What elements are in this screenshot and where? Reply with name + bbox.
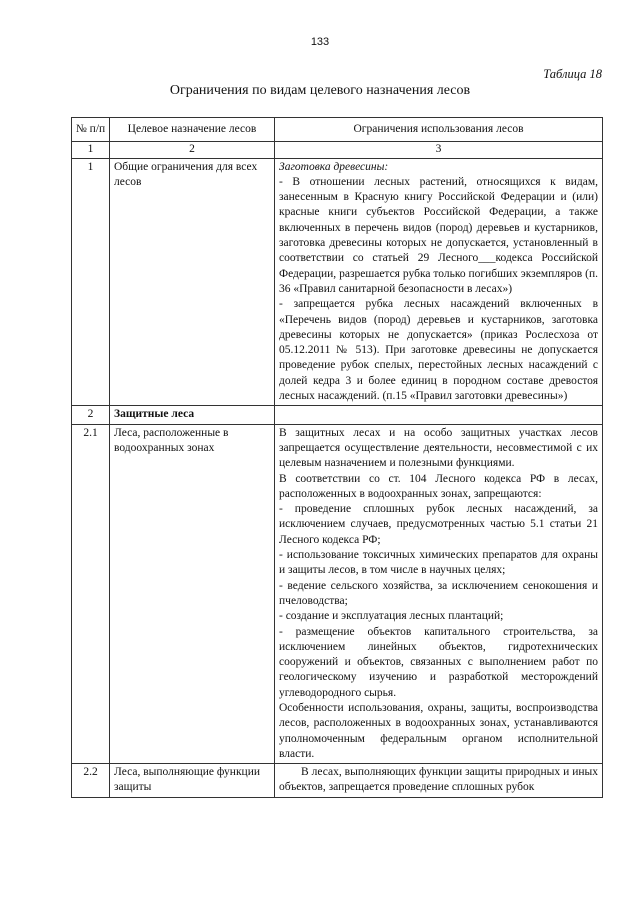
column-number-row xyxy=(72,142,603,158)
page-number: 133 xyxy=(310,36,330,48)
restriction-paragraph: - запрещается рубка лесных насаждений включенных в «Перечень видов (пород) деревьев и кустарников, заготовка древесины которых не допускается» (приказ Рослесхоза от 05.12.2011 № 513). При заготовке древесины не допускается проведение рубок спелых, перестойных лесных насаждений с долей кедра 3 и более единиц в породном составе древостоя лесных насаждений. (п.15 «Правил заготовки древесины») xyxy=(279,298,598,403)
column-number: 1 xyxy=(72,142,110,158)
restriction-paragraph: - создание и эксплуатация лесных плантаций; xyxy=(279,610,504,623)
restriction-heading: Заготовка древесины: xyxy=(279,160,389,173)
restriction-paragraph: - ведение сельского хозяйства, за исключением сенокошения и пчеловодства; xyxy=(279,579,598,607)
row-number: 1 xyxy=(72,158,110,406)
row-restrictions xyxy=(275,406,603,424)
restriction-paragraph: - использование токсичных химических препаратов для охраны и защиты лесов, в том числе в научных целях; xyxy=(279,549,598,577)
column-number: 2 xyxy=(110,142,275,158)
restriction-paragraph: - В отношении лесных растений, относящихся к видам, занесенным в Красную книгу Российской Федерации и (или) красные книги субъектов Российской Федерации, а также включенных в перечень видов (пород) деревьев и кустарников, заготовка древесины которых не допускается, установленный в соответствии со статьей 29 Лесного___кодекса Российской Федерации, разрешается рубка только погибших экземпляров (п. 36 «Правил санитарной безопасности в лесах») xyxy=(279,175,598,295)
row-purpose: Леса, расположенные в водоохранных зонах xyxy=(110,424,275,764)
table-row xyxy=(72,764,603,798)
row-purpose: Защитные леса xyxy=(110,406,275,424)
table-label: Таблица 18 xyxy=(543,67,602,81)
table-row xyxy=(72,424,603,764)
header-num: № п/п xyxy=(72,118,110,142)
restriction-paragraph: - проведение сплошных рубок лесных насаждений, за исключением случаев, предусмотренных частью 5.1 статьи 21 Лесного кодекса РФ; xyxy=(279,503,598,546)
row-number: 2.1 xyxy=(72,424,110,764)
table-row xyxy=(72,406,603,424)
table-row xyxy=(72,158,603,406)
header-restrictions: Ограничения использования лесов xyxy=(275,118,603,142)
header-purpose: Целевое назначение лесов xyxy=(110,118,275,142)
restriction-paragraph: Особенности использования, охраны, защиты, воспроизводства лесов, расположенных в водоохранных зонах, устанавливаются уполномоченным федеральным органом исполнительной власти. xyxy=(279,701,598,760)
row-restrictions xyxy=(275,764,603,798)
row-restrictions xyxy=(275,424,603,764)
restriction-paragraph: В защитных лесах и на особо защитных участках лесов запрещается осуществление деятельности, несовместимой с их целевым назначением и полезными функциями. xyxy=(279,426,598,470)
restriction-paragraph: В лесах, выполняющих функции защиты природных и иных объектов, запрещается проведение сплошных рубок xyxy=(279,766,598,794)
header-row xyxy=(72,118,603,142)
row-number: 2 xyxy=(72,406,110,424)
restriction-paragraph: В соответствии со ст. 104 Лесного кодекса РФ в лесах, расположенных в водоохранных зонах, запрещаются: xyxy=(279,472,598,500)
row-purpose: Общие ограничения для всех лесов xyxy=(110,158,275,406)
row-purpose: Леса, выполняющие функции защиты xyxy=(110,764,275,798)
column-number: 3 xyxy=(275,142,603,158)
row-number: 2.2 xyxy=(72,764,110,798)
restrictions-table xyxy=(71,117,603,798)
document-title: Ограничения по видам целевого назначения лесов xyxy=(169,83,471,98)
row-restrictions xyxy=(275,158,603,406)
restriction-paragraph: - размещение объектов капитального строительства, за исключением линейных объектов, гидротехнических сооружений и объектов, связанных с выполнением работ по геологическому изучению и разработкой месторождений углеводородного сырья. xyxy=(279,625,598,699)
